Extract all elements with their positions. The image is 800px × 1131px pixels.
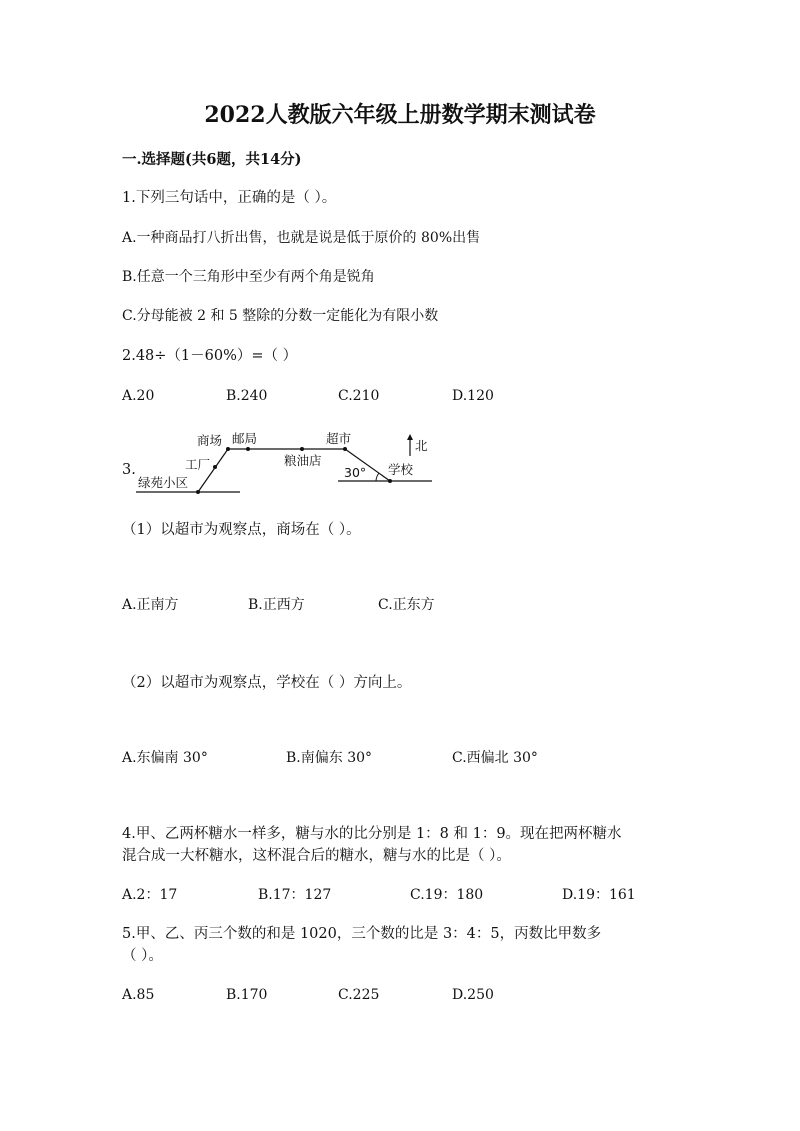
question-5-option-a: A.85 [122, 987, 155, 1003]
post-office-dot [246, 447, 250, 451]
page-title: 2022人教版六年级上册数学期末测试卷 [204, 102, 596, 128]
supermarket-dot [343, 447, 347, 451]
section-heading: 一.选择题(共6题，共14分) [122, 151, 302, 168]
question-5-line-2: （ ）。 [122, 948, 163, 964]
school-dot [388, 479, 392, 483]
question-4-option-a: A.2：17 [122, 887, 178, 903]
question-3-sub-2-option-a: A.东偏南 30° [122, 750, 208, 766]
question-3-sub-1-option-c: C.正东方 [378, 597, 435, 613]
question-4-option-b: B.17：127 [258, 887, 332, 903]
question-4-line-2: 混合成一大杯糖水，这杯混合后的糖水，糖与水的比是（ ）。 [122, 848, 511, 864]
community-dot [196, 490, 200, 494]
question-1-option-c: C.分母能被 2 和 5 整除的分数一定能化为有限小数 [122, 308, 439, 324]
mall-dot [226, 447, 230, 451]
question-2-option-c: C.210 [338, 388, 380, 404]
question-2-stem: 2.48÷（1－60%）=（ ） [122, 348, 298, 364]
question-5-option-b: B.170 [226, 987, 268, 1003]
question-5-option-d: D.250 [452, 987, 494, 1003]
question-1-option-b: B.任意一个三角形中至少有两个角是锐角 [122, 269, 375, 285]
question-3-sub-1-option-a: A.正南方 [122, 597, 179, 613]
question-1-option-a: A.一种商品打八折出售，也就是说是低于原价的 80%出售 [122, 230, 481, 246]
question-1-stem: 1.下列三句话中，正确的是（ ）。 [122, 190, 337, 206]
map-label-school: 学校 [388, 462, 414, 477]
map-label-grain-shop: 粮油店 [284, 453, 322, 468]
map-label-post-office: 邮局 [232, 431, 258, 446]
factory-dot [213, 465, 217, 469]
map-diagram [118, 428, 438, 500]
question-5-option-c: C.225 [338, 987, 380, 1003]
map-label-factory: 工厂 [185, 457, 211, 472]
question-3-sub-2-option-c: C.西偏北 30° [452, 750, 538, 766]
question-2-option-a: A.20 [122, 388, 155, 404]
map-label-north: 北 [415, 438, 428, 453]
question-3-sub-2: （2）以超市为观察点，学校在（ ）方向上。 [122, 675, 412, 691]
map-label-supermarket: 超市 [326, 431, 352, 446]
question-3-sub-1: （1）以超市为观察点，商场在（ ）。 [122, 522, 361, 538]
question-2-option-b: B.240 [226, 388, 268, 404]
grain-shop-dot [300, 447, 304, 451]
map-label-mall: 商场 [197, 433, 223, 448]
question-4-option-c: C.19：180 [410, 887, 484, 903]
question-5-line-1: 5.甲、乙、丙三个数的和是 1020，三个数的比是 3：4：5，丙数比甲数多 [122, 926, 602, 942]
question-3-number: 3. [122, 462, 136, 478]
question-3-sub-2-option-b: B.南偏东 30° [286, 750, 373, 766]
question-4-line-1: 4.甲、乙两杯糖水一样多，糖与水的比分别是 1：8 和 1：9。现在把两杯糖水 [122, 826, 622, 842]
question-2-option-d: D.120 [452, 388, 494, 404]
map-label-community: 绿苑小区 [138, 475, 189, 490]
map-label-angle: 30° [344, 465, 367, 480]
question-3-sub-1-option-b: B.正西方 [248, 597, 305, 613]
question-4-option-d: D.19：161 [562, 887, 636, 903]
